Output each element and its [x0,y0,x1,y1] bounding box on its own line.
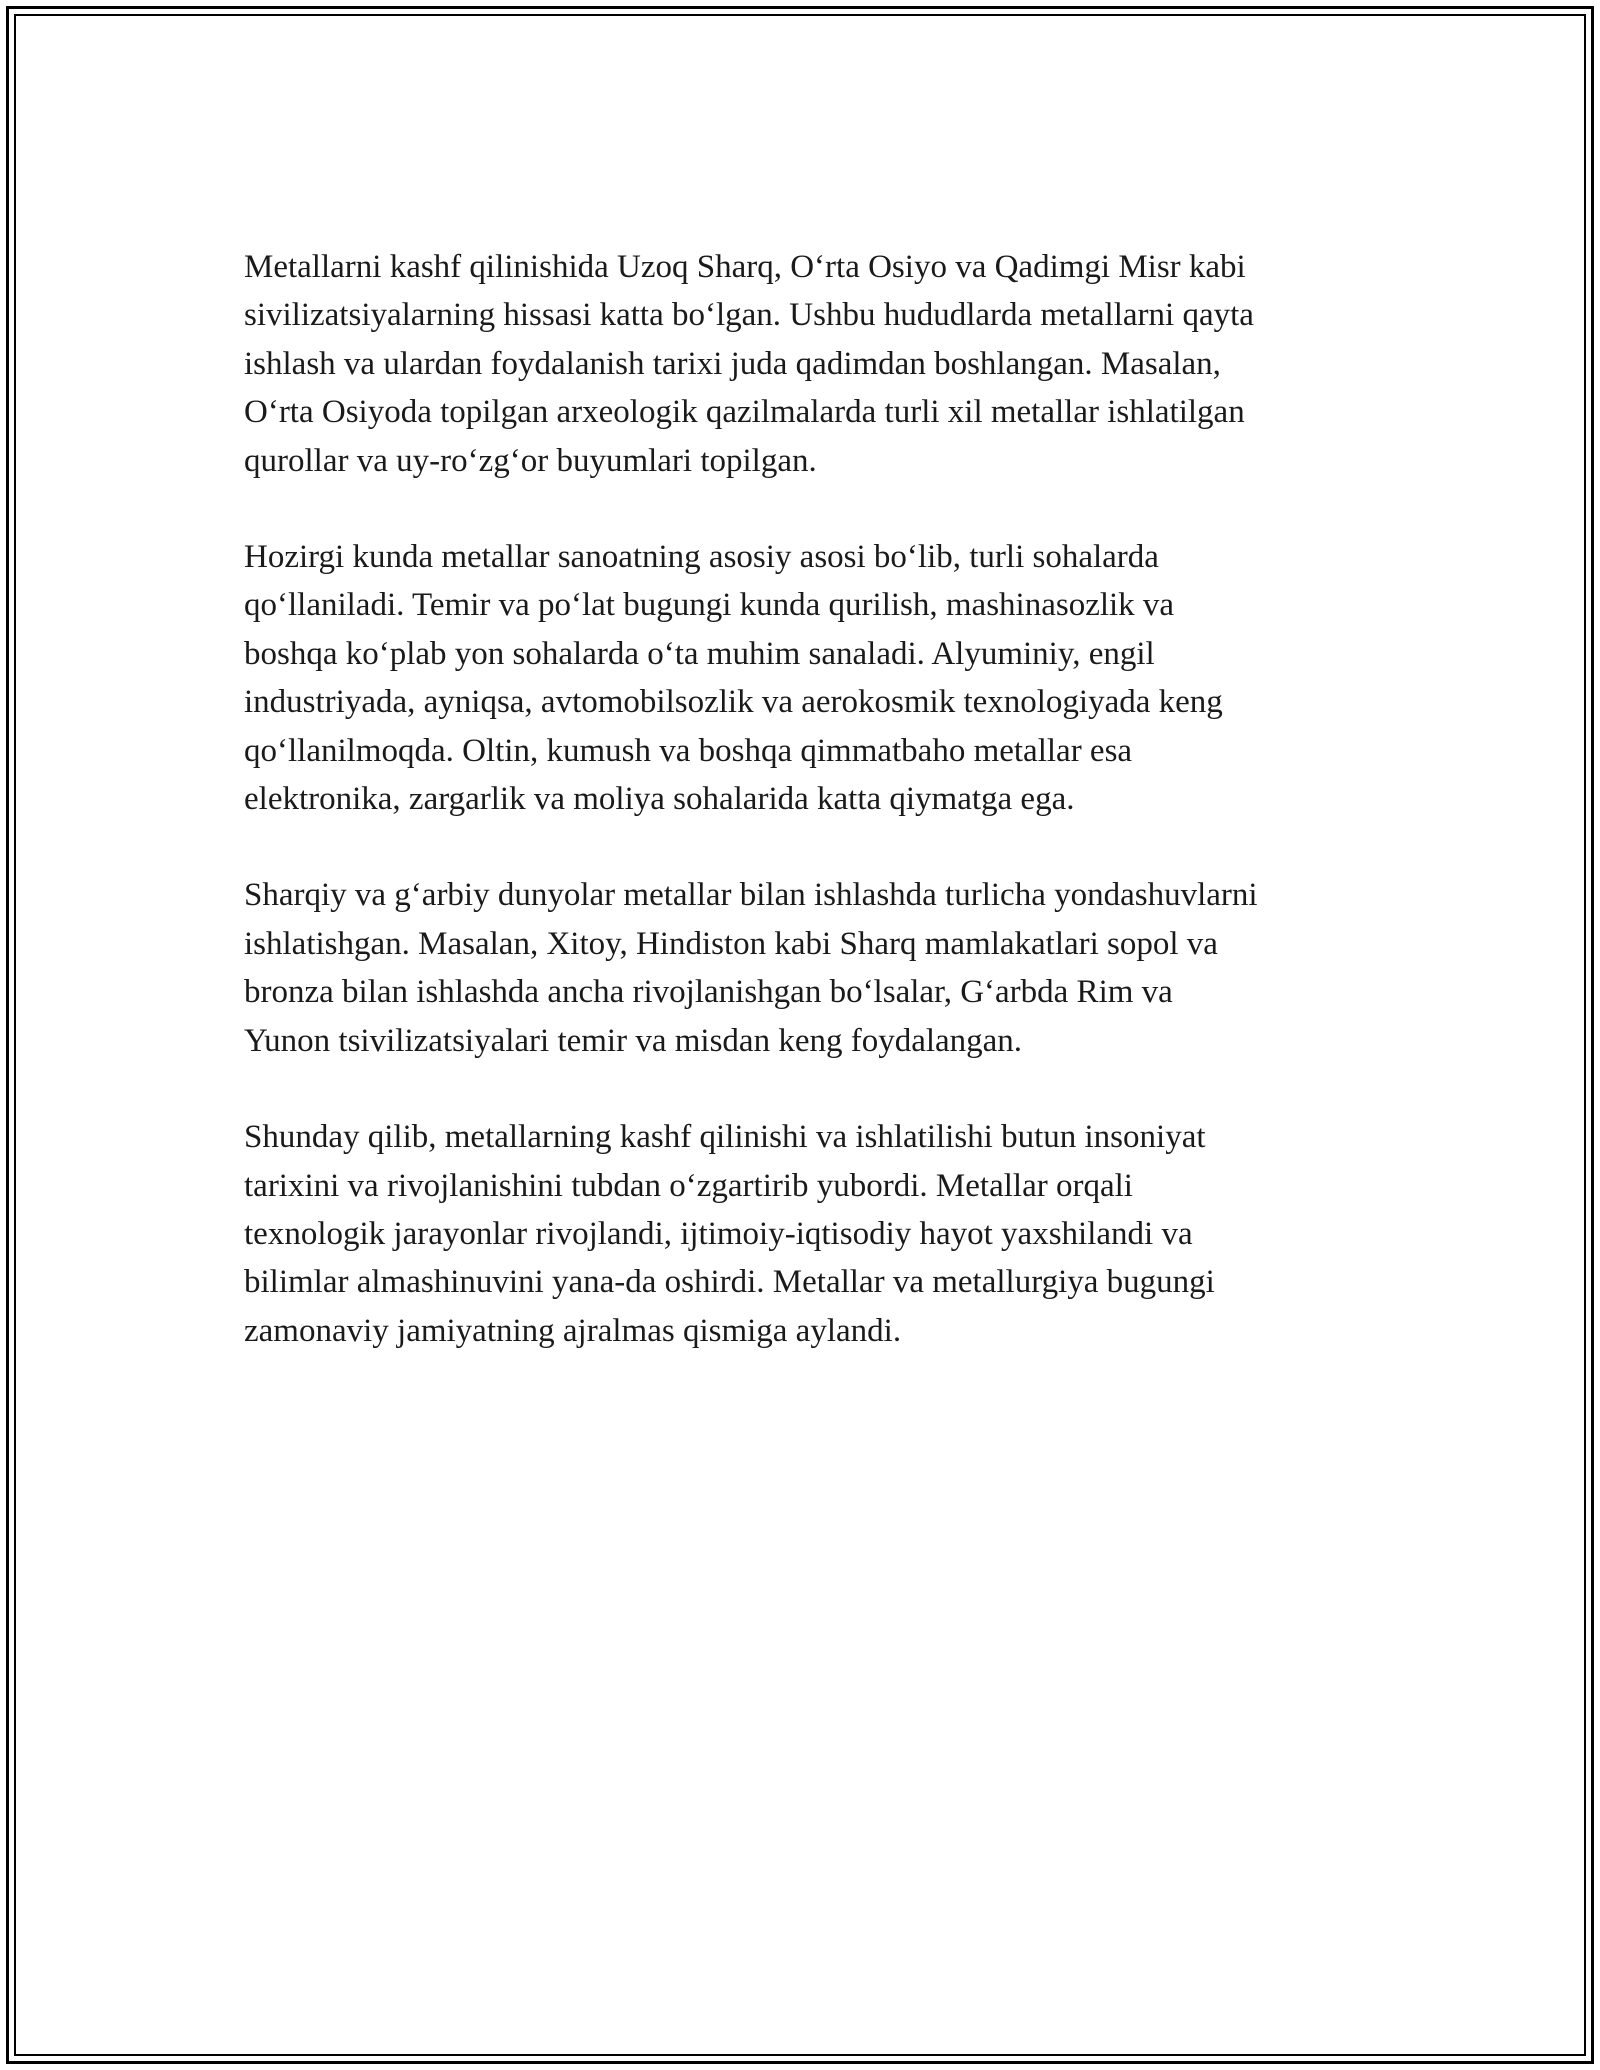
paragraph-metal-discovery: Metallarni kashf qilinishida Uzoq Sharq, O‘rta Osiyo va Qadimgi Misr kabi sivilizatsiyalarning hissasi katta bo‘lgan. Ushbu hududlarda metallarni qayta ishlash va ulardan foydalanish tarixi juda qadimdan boshlangan. Masalan, O‘rta Osiyoda topilgan arxeologik qazilmalarda turli xil metallar ishlatilgan qurollar va uy-ro‘zg‘or buyumlari topilgan. [244,249,1254,479]
paragraph-conclusion: Shunday qilib, metallarning kashf qilinishi va ishlatilishi butun insoniyat tarixini va rivojlanishini tubdan o‘zgartirib yubordi. Metallar orqali texnologik jarayonlar rivojlandi, ijtimoiy-iqtisodiy hayot yaxshilandi va bilimlar almashinuvini yana-da oshirdi. Metallar va metallurgiya bugungi zamonaviy jamiyatning ajralmas qismiga aylandi. [244,1119,1215,1349]
paragraph-east-west-approaches: Sharqiy va g‘arbiy dunyolar metallar bilan ishlashda turlicha yondashuvlarni ishlatishgan. Masalan, Xitoy, Hindiston kabi Sharq mamlakatlari sopol va bronza bilan ishlashda ancha rivojlanishgan bo‘lsalar, G‘arbda Rim va Yunon tsivilizatsiyalari temir va misdan keng foydalangan. [244,877,1258,1059]
page-frame [6,6,1594,2064]
paragraph-modern-industry: Hozirgi kunda metallar sanoatning asosiy asosi bo‘lib, turli sohalarda qo‘llaniladi. Temir va po‘lat bugungi kunda qurilish, mashinasozlik va boshqa ko‘plab yon sohalarda o‘ta muhim sanaladi. Alyuminiy, engil industriyada, ayniqsa, avtomobilsozlik va aerokosmik texnologiyada keng qo‘llanilmoqda. Oltin, kumush va boshqa qimmatbaho metallar esa elektronika, zargarlik va moliya sohalarida katta qiymatga ega. [244,539,1223,818]
document-body [244,243,1384,1403]
